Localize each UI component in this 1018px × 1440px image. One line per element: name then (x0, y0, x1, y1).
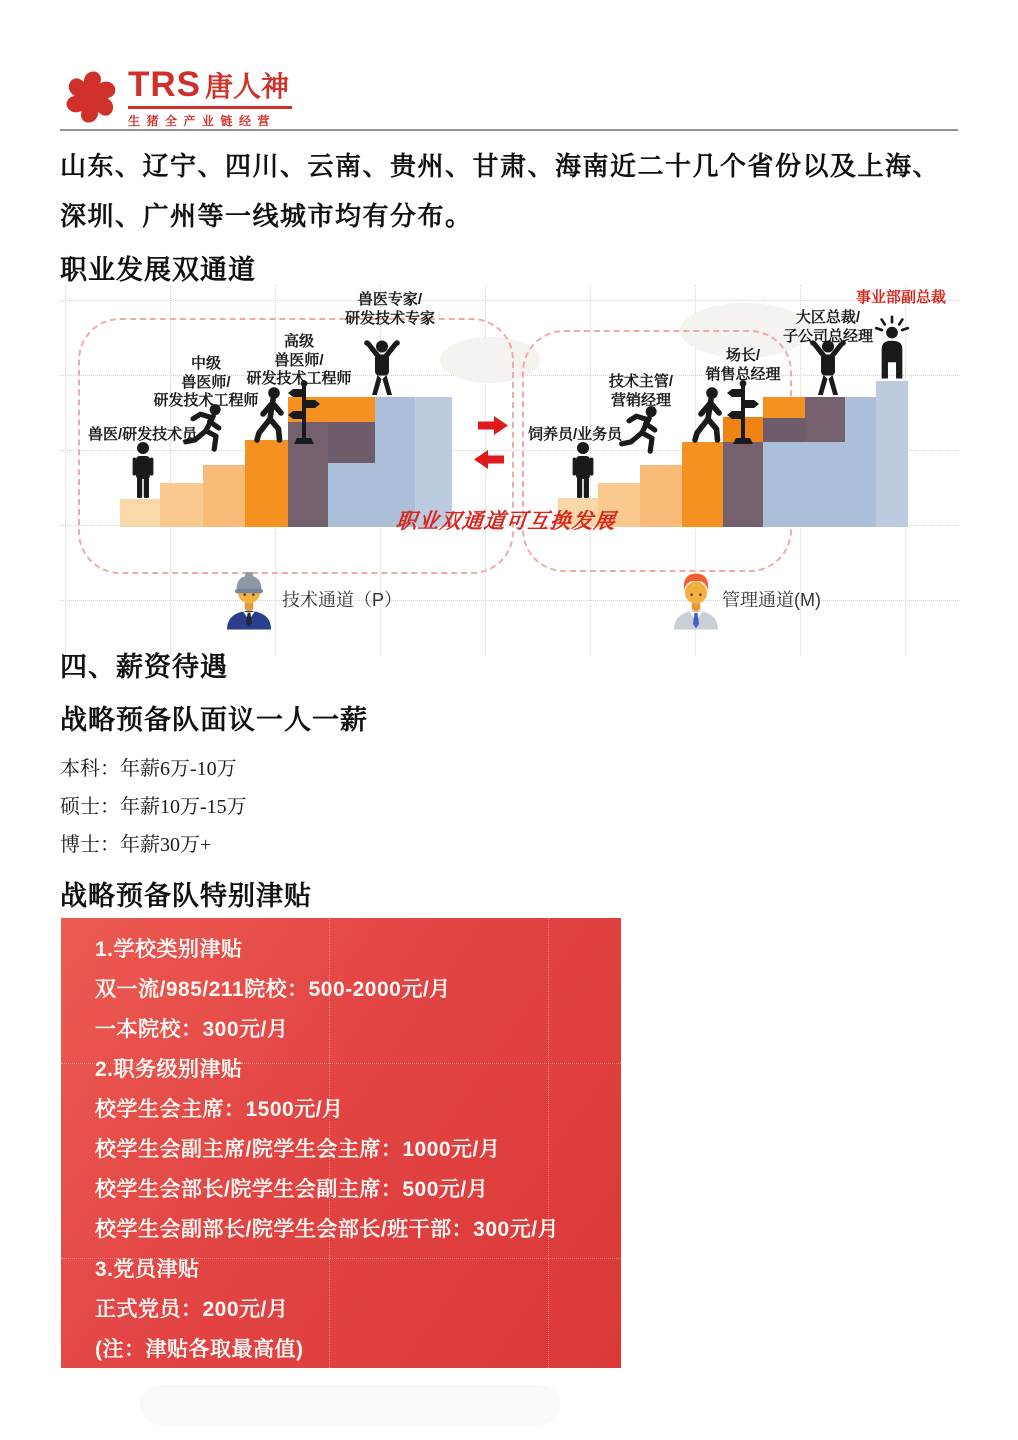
arrow-right-icon (478, 416, 508, 440)
brand-name-en: TRS (128, 65, 201, 104)
allowance-line: 校学生会部长/院学生会副主席：500元/月 (95, 1178, 489, 1201)
stair-step (805, 442, 845, 527)
stair-step (723, 442, 763, 527)
allowance-line: 一本院校：300元/月 (95, 1018, 289, 1041)
allowance-panel (61, 918, 621, 1368)
allowance-line: 校学生会主席：1500元/月 (95, 1098, 344, 1121)
grid-line (60, 300, 960, 301)
right-level1-label: 饲养员/业务员 (528, 426, 623, 443)
grid-line (329, 918, 330, 1368)
stair-step (203, 465, 245, 527)
stair-step (328, 463, 375, 527)
faint-watermark (140, 1385, 560, 1425)
salary-item-bachelor: 本科：年薪6万-10万 (60, 758, 237, 780)
stair-step (763, 418, 805, 442)
allowance-line: (注：津贴各取最高值) (95, 1338, 304, 1361)
stair-step (682, 442, 723, 527)
signpost-icon (287, 380, 321, 449)
left-level2-label: 中级 (190, 355, 221, 372)
cheering-person-icon (806, 338, 850, 401)
running-person-icon (618, 405, 664, 460)
right-level3-label: 场长/ (725, 347, 761, 364)
allowance-line: 校学生会副主席/院学生会主席：1000元/月 (95, 1138, 501, 1161)
salary-heading: 四、薪资待遇 (60, 652, 228, 682)
career-dual-channel-heading: 职业发展双通道 (60, 255, 256, 285)
legend-technical-channel: 技术通道（P） (282, 590, 403, 610)
arrow-left-icon (474, 450, 504, 474)
salary-item-phd: 博士：年薪30万+ (60, 834, 212, 856)
allowance-line: 正式党员：200元/月 (95, 1298, 289, 1321)
intro-line-2: 深圳、广州等一线城市均有分布。 (60, 201, 473, 231)
grid-line (61, 1063, 621, 1064)
flower-logo-icon (62, 68, 120, 131)
brand-logo (62, 65, 292, 131)
left-level4-label: 兽医专家/ (357, 291, 423, 308)
allowance-line: 校学生会副部长/院学生会部长/班干部：300元/月 (95, 1218, 560, 1241)
stair-step (876, 381, 908, 527)
stair-step (763, 442, 805, 527)
cheering-person-icon (360, 338, 404, 401)
management-channel-avatar-icon (672, 566, 720, 635)
header-divider (60, 129, 958, 131)
right-level5-label: 事业部副总裁 (856, 289, 947, 306)
career-ladder-diagram: 兽医/研发技术员 中级 兽医师/ 研发技术工程师 高级 兽医师/ 研发技术工程师 兽医专家/ 研发技术专家 职业双通道可互换发展 饲养员/业务员 技术主管/ 营销经理 场长/ 销售总经理 大区总裁/ 子公司总经理 事业部副总裁 技术通道（P） 管理通道(M) (60, 285, 960, 655)
grid-line (548, 918, 549, 1368)
brand-tagline: 生猪全产业链经营 (128, 114, 277, 128)
allowance-line: 3.党员津贴 (95, 1258, 200, 1281)
stair-step (763, 397, 805, 418)
salary-item-master: 硕士：年薪10万-15万 (60, 796, 247, 818)
allowance-heading: 战略预备队特别津贴 (60, 881, 312, 911)
stair-step (245, 440, 288, 527)
legend-management-channel: 管理通道(M) (722, 590, 821, 610)
stair-step (640, 465, 682, 527)
standing-person-icon (130, 442, 156, 503)
stair-step (805, 397, 845, 442)
grid-line (65, 285, 66, 655)
allowance-line: 双一流/985/211院校：500-2000元/月 (95, 978, 451, 1001)
intro-line-1: 山东、辽宁、四川、云南、贵州、甘肃、海南近二十几个省份以及上海、 (60, 151, 941, 181)
right-level2-label: 技术主管/ (608, 373, 674, 390)
grid-line (61, 1258, 621, 1259)
grid-line (60, 600, 960, 601)
stair-step (328, 422, 375, 463)
brand-name-cn: 唐人神 (205, 70, 290, 103)
left-level1-label: 兽医/研发技术员 (88, 426, 198, 443)
technical-channel-avatar-icon (225, 566, 273, 635)
stair-step (845, 397, 876, 527)
salary-subheading: 战略预备队面议一人一薪 (60, 705, 368, 735)
stair-step (120, 499, 160, 527)
standing-person-icon (570, 442, 596, 503)
left-level3-label: 高级 (283, 333, 314, 350)
allowance-line: 1.学校类别津贴 (95, 938, 243, 961)
dual-channel-note: 职业双通道可互换发展 (394, 510, 618, 533)
allowance-line: 2.职务级别津贴 (95, 1058, 243, 1081)
brand-divider (128, 106, 292, 109)
stair-step (160, 483, 203, 527)
signpost-icon (726, 380, 760, 449)
right-level4-label: 大区总裁/ (795, 309, 861, 326)
